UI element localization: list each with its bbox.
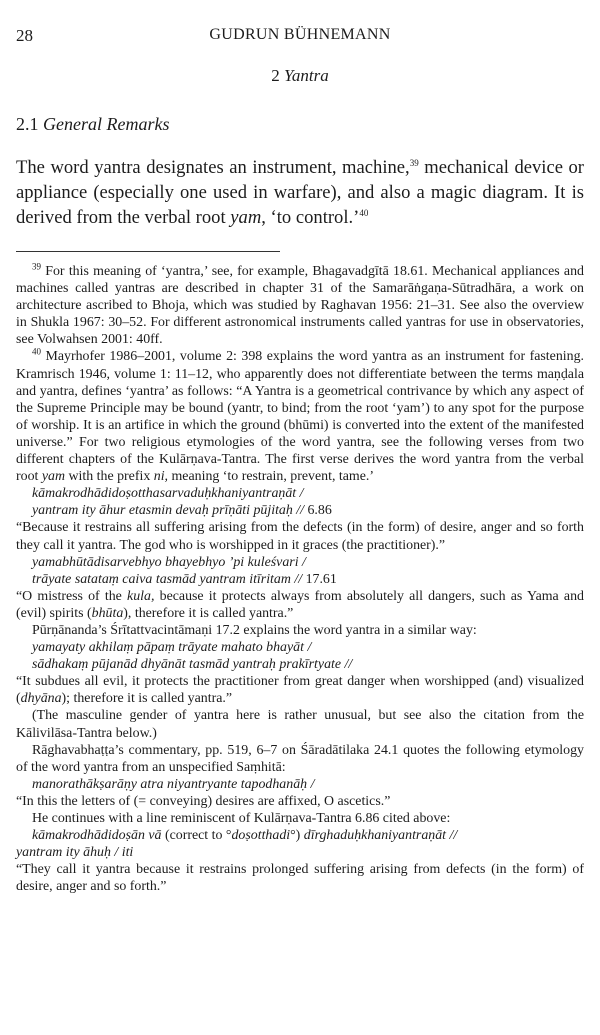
verse-block: manorathākṣarāṇy atra niyantryante tapodhanāḥ / (32, 776, 315, 792)
chapter-title: Yantra (284, 66, 329, 85)
section-number: 2.1 (16, 114, 39, 134)
footnote-paragraph: Pūrṇānanda’s Śrītattvacintāmaṇi 17.2 explains the word yantra in a similar way: (32, 622, 477, 638)
footnote-ref-39[interactable]: 39 (409, 157, 419, 168)
chapter-heading (0, 66, 600, 86)
chapter-number: 2 (271, 66, 280, 85)
translation: “Because it restrains all suffering arising from the defects (in the form) of desire, anger and so forth they call it yantra. The god who is worshipped in it graces (the practitioner).” (16, 520, 584, 553)
translation: “O mistress of the kula, because it protects always from absolutely all dangers, such as Yama and (evil) spirits (bhūta), therefore it is called yantra.” (16, 588, 584, 621)
footnote-39: $^{39}$ For this meaning of ‘yantra,’ see, for example, Bhagavadgītā 18.61. Mechanical appliances and machines called yantras are described in chapter 31 of the Samarāṅgaṇa-Sūtradhāra, a work on architecture ascribed to Bhoja, which was studied by Raghavan 1956: 21–31. See also the overview in Shukla 1967: 30–52. For different astronomical instruments called yantras for use in observatories, see Volwahsen 2001: 40ff. (16, 261, 584, 348)
footnote-ref-40[interactable]: 40 (359, 207, 369, 218)
translation: “It subdues all evil, it protects the practitioner from great danger when worshipped (and) visualized (dhyāna); therefore it is called yantra.” (16, 674, 584, 707)
page-header (16, 26, 584, 46)
verse-block: kāmakrodhādidoṣān vā (correct to °doṣotthadi°) dīrghaduḥkhaniyantraṇāt // (32, 828, 458, 844)
translation: “They call it yantra because it restrains prolonged suffering arising from defects (in the form) of desire, anger and so forth.” (16, 862, 584, 895)
footnote-mark: 39 (32, 261, 41, 272)
footnote-paragraph: (The masculine gender of yantra here is rather unusual, but see also the citation from the Kālivilāsa-Tantra below.) (16, 708, 584, 741)
section-title: General Remarks (43, 114, 170, 134)
footnotes (16, 263, 584, 895)
verse-line: yantram ity āhuḥ / iti (16, 845, 134, 861)
running-head: GUDRUN BÜHNEMANN (209, 26, 391, 43)
verse-block: yamabhūtādisarvebhyo bhayebhyo ’pi kuleśvari / trāyate satataṃ caiva tasmād yantram itīritam // 17.61 (32, 554, 337, 587)
section-heading (16, 114, 169, 135)
body-paragraph: The word yantra designates an instrument, machine,$^{39}$ mechanical device or appliance (especially one used in warfare), and also a magic diagram. It is derived from the verbal root yam, ‘to control.’$^{40}$ (16, 157, 584, 228)
verse-block: yamayaty akhilaṃ pāpaṃ trāyate mahato bhayāt / sādhakaṃ pūjanād dhyānāt tasmād yantraḥ prakīrtyate // (32, 640, 353, 673)
footnote-paragraph: He continues with a line reminiscent of Kulārṇava-Tantra 6.86 cited above: (32, 811, 451, 826)
footnote-separator (16, 251, 280, 252)
verse-block: kāmakrodhādidoṣotthasarvaduḥkhaniyantraṇāt / yantram ity āhur etasmin devaḥ prīṇāti pūjitaḥ // 6.86 (32, 486, 332, 519)
footnote-mark: 40 (32, 346, 41, 357)
footnote-paragraph: Rāghavabhaṭṭa’s commentary, pp. 519, 6–7 on Śāradātilaka 24.1 quotes the following etymology of the word yantra from an unspecified Saṃhitā: (16, 742, 584, 775)
footnote-40: $^{40}$ Mayrhofer 1986–2001, volume 2: 398 explains the word yantra as an instrument for fastening. Kramrisch 1946, volume 1: 11–12, who apparently does not differentiate between the terms maṇḍala and yantra, defines ‘yantra’ as follows: “A Yantra is a geometrical contrivance by which any aspect of the Supreme Principle may be bound (yantr, to bind; from the root ‘yam’) to any spot for the purpose of worship. It is an artifice in which the ground (bhūmi) is converted into the extent of the manifested universe.” For two religious etymologies of the word yantra, see the following verses from two different chapters of the Kulārṇava-Tantra. The first verse derives the word yantra from the verbal root yam with the prefix ni, meaning ‘to restrain, prevent, tame.’ (16, 346, 584, 485)
translation: “In this the letters of (= conveying) desires are affixed, O ascetics.” (16, 793, 391, 809)
page-number: 28 (16, 26, 33, 45)
body-text (16, 155, 584, 230)
